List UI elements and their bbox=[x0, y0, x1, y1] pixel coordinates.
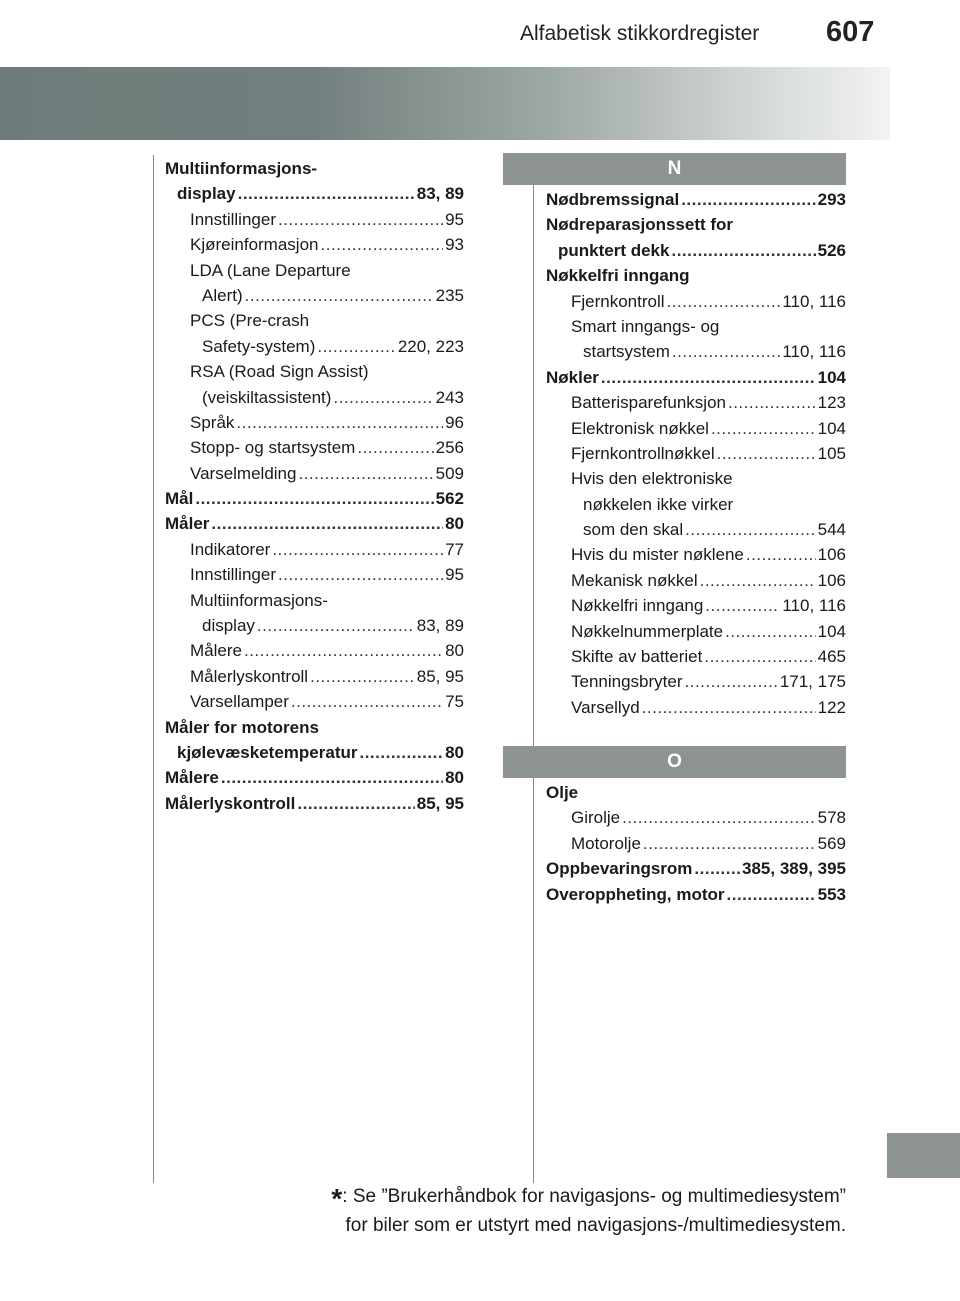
index-term: Hvis den elektroniske bbox=[571, 469, 733, 489]
index-term: Hvis du mister nøklene bbox=[571, 545, 744, 565]
page-reference: 77 bbox=[445, 539, 464, 559]
index-entry bbox=[546, 695, 846, 720]
page-reference: 569 bbox=[817, 833, 846, 853]
page-reference: 85, 95 bbox=[416, 793, 464, 813]
page-reference: 104 bbox=[817, 418, 846, 438]
index-term: Batterisparefunksjon bbox=[571, 393, 726, 413]
index-entry bbox=[546, 390, 846, 415]
page-reference: 80 bbox=[445, 742, 464, 762]
dot-leader bbox=[359, 740, 443, 765]
dot-leader bbox=[728, 390, 816, 415]
index-term: Multiinformasjons- bbox=[190, 590, 328, 610]
index-entry bbox=[165, 232, 464, 257]
index-entry bbox=[546, 882, 846, 907]
index-term: nøkkelen ikke virker bbox=[583, 494, 734, 514]
dot-leader bbox=[704, 644, 815, 669]
page-reference: 526 bbox=[817, 240, 846, 260]
index-entry bbox=[546, 619, 846, 644]
index-entry bbox=[165, 537, 464, 562]
index-term: Girolje bbox=[571, 808, 621, 828]
footnote-line-2: for biler som er utstyrt med navigasjons-/multimediesystem. bbox=[345, 1215, 846, 1236]
index-entry bbox=[546, 289, 846, 314]
page-reference: 220, 223 bbox=[397, 336, 464, 356]
index-entry bbox=[546, 517, 846, 542]
index-entry bbox=[165, 588, 464, 613]
index-term: Nøkler bbox=[546, 367, 599, 387]
dot-leader bbox=[310, 664, 415, 689]
footnote-line-1: : Se ”Brukerhåndbok for navigasjons- og multimediesystem” bbox=[342, 1186, 846, 1207]
n-index-column bbox=[546, 187, 846, 720]
page-reference: 509 bbox=[435, 463, 464, 483]
dot-leader bbox=[333, 385, 433, 410]
page-reference: 110, 116 bbox=[782, 342, 846, 362]
page-reference: 465 bbox=[817, 647, 846, 667]
dot-leader bbox=[298, 461, 433, 486]
section-header-n: N bbox=[503, 153, 846, 185]
index-term: Indikatorer bbox=[190, 539, 271, 559]
page-reference: 553 bbox=[817, 884, 846, 904]
index-term: Målere bbox=[190, 641, 242, 661]
dot-leader bbox=[195, 486, 433, 511]
index-entry bbox=[165, 511, 464, 536]
index-term: Nødbremssignal bbox=[546, 190, 680, 209]
page-reference: 104 bbox=[817, 367, 846, 387]
page-reference: 243 bbox=[435, 387, 464, 407]
index-entry bbox=[165, 181, 464, 206]
index-entry bbox=[165, 308, 464, 333]
dot-leader bbox=[236, 410, 443, 435]
page-reference: 110, 116 bbox=[782, 596, 846, 616]
page-reference: 123 bbox=[817, 393, 846, 413]
index-term: Alert) bbox=[202, 285, 243, 305]
footnote bbox=[280, 1183, 846, 1239]
index-term: PCS (Pre-crash bbox=[190, 311, 310, 331]
index-term: RSA (Road Sign Assist) bbox=[190, 362, 369, 382]
index-entry bbox=[546, 831, 846, 856]
index-entry bbox=[546, 644, 846, 669]
dot-leader bbox=[705, 593, 780, 618]
page-reference: 106 bbox=[817, 545, 846, 565]
page-reference: 544 bbox=[817, 520, 846, 540]
left-index-column bbox=[165, 156, 464, 816]
index-term: Fjernkontrollnøkkel bbox=[571, 443, 715, 463]
dot-leader bbox=[727, 882, 816, 907]
index-term: Stopp- og startsystem bbox=[190, 438, 356, 458]
page-reference: 105 bbox=[817, 443, 846, 463]
index-term: Elektronisk nøkkel bbox=[571, 418, 709, 438]
index-term: Nøkkelfri inngang bbox=[546, 266, 690, 286]
dot-leader bbox=[278, 562, 443, 587]
index-term: kjølevæsketemperatur bbox=[177, 742, 358, 762]
index-term: Måler for motorens bbox=[165, 717, 319, 737]
dot-leader bbox=[671, 238, 815, 263]
index-entry bbox=[546, 441, 846, 466]
index-entry bbox=[165, 334, 464, 359]
dot-leader bbox=[694, 856, 740, 881]
index-term: Varsellyd bbox=[571, 697, 640, 717]
index-entry bbox=[165, 435, 464, 460]
index-entry bbox=[165, 359, 464, 384]
page-reference: 83, 89 bbox=[416, 616, 464, 636]
index-entry bbox=[546, 466, 846, 491]
dot-leader bbox=[642, 695, 816, 720]
dot-leader bbox=[622, 805, 816, 830]
index-term: Multiinformasjons- bbox=[165, 159, 318, 178]
column-divider bbox=[533, 155, 534, 1183]
page-reference: 93 bbox=[445, 235, 464, 255]
dot-leader bbox=[245, 283, 434, 308]
dot-leader bbox=[672, 339, 780, 364]
footnote-marker: * bbox=[331, 1183, 343, 1214]
page-reference: 578 bbox=[817, 808, 846, 828]
dot-leader bbox=[257, 613, 415, 638]
index-term: Olje bbox=[546, 783, 579, 802]
index-entry bbox=[546, 568, 846, 593]
index-term: Varselmelding bbox=[190, 463, 297, 483]
page-reference: 75 bbox=[445, 692, 464, 712]
dot-leader bbox=[667, 289, 781, 314]
page-reference: 80 bbox=[445, 641, 464, 661]
page-reference: 385, 389, 395 bbox=[742, 859, 846, 879]
index-term: Nøkkelnummerplate bbox=[571, 621, 724, 641]
page-reference: 83, 89 bbox=[416, 184, 464, 204]
index-entry bbox=[165, 613, 464, 638]
index-term: display bbox=[177, 184, 236, 204]
index-term: Språk bbox=[190, 412, 235, 432]
index-term: Skifte av batteriet bbox=[571, 647, 703, 667]
dot-leader bbox=[221, 765, 443, 790]
index-term: Målere bbox=[165, 768, 219, 788]
index-term: Varsellamper bbox=[190, 692, 289, 712]
index-entry bbox=[546, 187, 846, 212]
dot-leader bbox=[746, 542, 816, 567]
index-entry bbox=[546, 263, 846, 288]
index-entry bbox=[165, 258, 464, 283]
page-reference: 171, 175 bbox=[779, 672, 846, 692]
page-number: 607 bbox=[826, 16, 875, 48]
index-entry bbox=[546, 492, 846, 517]
index-term: Safety-system) bbox=[202, 336, 316, 356]
index-term: LDA (Lane Departure bbox=[190, 260, 351, 280]
index-entry bbox=[165, 715, 464, 740]
index-entry bbox=[165, 664, 464, 689]
index-entry bbox=[546, 542, 846, 567]
index-term: (veiskiltassistent) bbox=[202, 387, 332, 407]
index-term: Motorolje bbox=[571, 833, 641, 853]
index-term: Nøkkelfri inngang bbox=[571, 596, 704, 616]
index-entry bbox=[165, 486, 464, 511]
index-entry bbox=[546, 365, 846, 390]
page-reference: 235 bbox=[435, 285, 464, 305]
index-entry bbox=[165, 385, 464, 410]
index-entry bbox=[546, 669, 846, 694]
page-reference: 85, 95 bbox=[416, 666, 464, 686]
index-entry bbox=[546, 780, 846, 805]
page-reference: 96 bbox=[445, 412, 464, 432]
section-header-o: O bbox=[503, 746, 846, 778]
index-term: punktert dekk bbox=[558, 240, 670, 260]
dot-leader bbox=[291, 689, 443, 714]
index-entry bbox=[165, 638, 464, 663]
page-reference: 95 bbox=[445, 209, 464, 229]
index-term: Målerlyskontroll bbox=[165, 793, 296, 813]
index-term: Nødreparasjonssett for bbox=[546, 215, 734, 235]
index-entry bbox=[546, 416, 846, 441]
index-entry bbox=[165, 791, 464, 816]
page-reference: 110, 116 bbox=[782, 291, 846, 311]
header-title: Alfabetisk stikkordregister bbox=[520, 22, 760, 45]
dot-leader bbox=[601, 365, 816, 390]
index-term: Oppbevaringsrom bbox=[546, 859, 693, 879]
dot-leader bbox=[700, 568, 816, 593]
index-term: Fjernkontroll bbox=[571, 291, 665, 311]
page-reference: 562 bbox=[435, 489, 464, 509]
dot-leader bbox=[244, 638, 443, 663]
page-reference: 104 bbox=[817, 621, 846, 641]
dot-leader bbox=[711, 416, 816, 441]
dot-leader bbox=[357, 435, 433, 460]
index-term: display bbox=[202, 616, 255, 636]
index-term: Tenningsbryter bbox=[571, 672, 683, 692]
header-banner bbox=[0, 67, 890, 140]
dot-leader bbox=[297, 791, 414, 816]
page-reference: 80 bbox=[445, 768, 464, 788]
index-entry bbox=[546, 593, 846, 618]
page-reference: 106 bbox=[817, 570, 846, 590]
index-term: Mål bbox=[165, 489, 194, 509]
dot-leader bbox=[278, 207, 443, 232]
o-index-column bbox=[546, 780, 846, 907]
index-term: Innstillinger bbox=[190, 209, 276, 229]
index-entry bbox=[546, 339, 846, 364]
index-term: Kjøreinformasjon bbox=[190, 235, 319, 255]
index-entry bbox=[165, 207, 464, 232]
dot-leader bbox=[211, 511, 443, 536]
page-reference: 122 bbox=[817, 697, 846, 717]
index-entry bbox=[546, 856, 846, 881]
dot-leader bbox=[321, 232, 444, 257]
dot-leader bbox=[272, 537, 443, 562]
index-entry bbox=[546, 314, 846, 339]
dot-leader bbox=[725, 619, 816, 644]
page-reference: 256 bbox=[435, 438, 464, 458]
index-entry bbox=[165, 283, 464, 308]
index-term: som den skal bbox=[583, 520, 684, 540]
dot-leader bbox=[681, 187, 815, 212]
index-entry bbox=[165, 156, 464, 181]
index-term: Innstillinger bbox=[190, 565, 276, 585]
page-reference: 80 bbox=[445, 514, 464, 534]
index-term: Overoppheting, motor bbox=[546, 884, 725, 904]
index-side-tab bbox=[887, 1133, 960, 1178]
index-entry bbox=[165, 410, 464, 435]
dot-leader bbox=[717, 441, 816, 466]
left-margin-rule bbox=[153, 155, 154, 1183]
index-entry bbox=[165, 740, 464, 765]
page-reference: 293 bbox=[817, 190, 846, 209]
index-entry bbox=[165, 689, 464, 714]
index-entry bbox=[165, 765, 464, 790]
dot-leader bbox=[685, 669, 778, 694]
dot-leader bbox=[685, 517, 815, 542]
index-entry bbox=[546, 805, 846, 830]
dot-leader bbox=[643, 831, 816, 856]
page-reference: 95 bbox=[445, 565, 464, 585]
index-entry bbox=[165, 562, 464, 587]
index-term: Mekanisk nøkkel bbox=[571, 570, 698, 590]
dot-leader bbox=[238, 181, 415, 206]
index-term: startsystem bbox=[583, 342, 670, 362]
index-term: Målerlyskontroll bbox=[190, 666, 309, 686]
index-term: Måler bbox=[165, 514, 210, 534]
index-term: Smart inngangs- og bbox=[571, 316, 720, 336]
index-entry bbox=[546, 212, 846, 237]
dot-leader bbox=[317, 334, 395, 359]
index-entry bbox=[165, 461, 464, 486]
index-entry bbox=[546, 238, 846, 263]
